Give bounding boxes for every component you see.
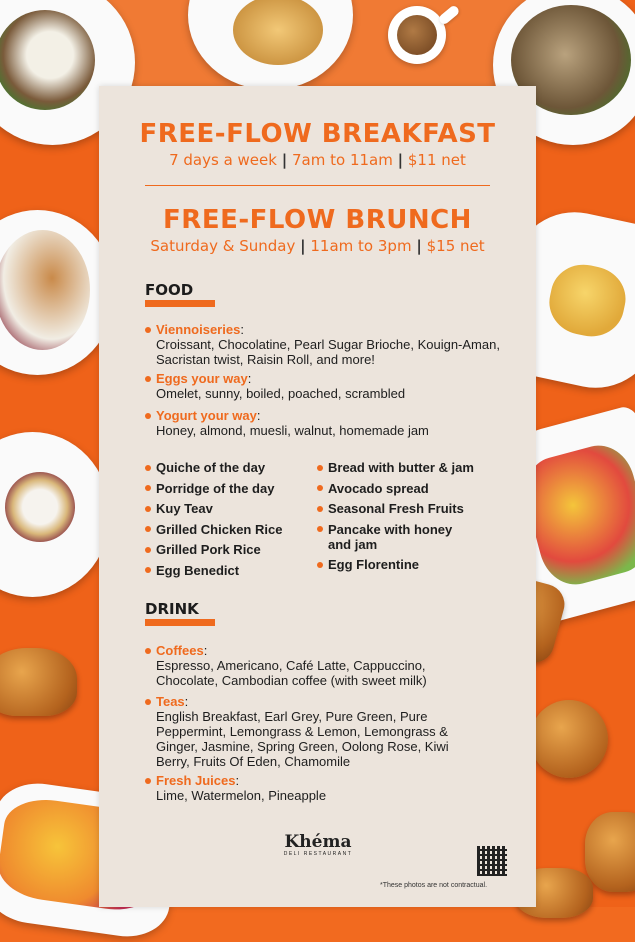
list-item: Grilled Pork Rice (145, 542, 315, 557)
list-item: Porridge of the day (145, 481, 315, 496)
bullet-dot-icon (145, 485, 151, 491)
brunch-days: Saturday & Sunday (150, 237, 296, 255)
bullet-dot-icon (317, 562, 323, 568)
highlight-body: Honey, almond, muesli, walnut, homemade jam (156, 423, 429, 438)
header-divider (145, 185, 490, 186)
drink-section-title: DRINK (145, 600, 199, 618)
list-item: Seasonal Fresh Fruits (317, 501, 477, 516)
highlight-head: Yogurt your way (156, 408, 257, 423)
brunch-title: FREE-FLOW BRUNCH (163, 205, 472, 235)
raisin-roll-photo (530, 700, 608, 778)
list-item: Quiche of the day (145, 460, 315, 475)
list-item: Kuy Teav (145, 501, 315, 516)
bullet-dot-icon (145, 413, 151, 419)
logo-name: Khéma (284, 832, 352, 852)
drink-head: Coffees (156, 643, 204, 658)
breakfast-hours: 7am to 11am (292, 151, 393, 169)
food-section-bar (145, 300, 215, 307)
drink-section-bar (145, 619, 215, 626)
drink-body: Espresso, Americano, Café Latte, Cappuccino, Chocolate, Cambodian coffee (with sweet milk) (156, 658, 427, 688)
drink-body: English Breakfast, Earl Grey, Pure Green, Pure Peppermint, Lemongrass & Lemon, Lemongrass & Ginger, Jasmine, Spring Green, Oolong Rose, Kiwi Berry, Fruits Of Eden, Chamomile (156, 709, 449, 769)
list-item: Egg Benedict (145, 563, 315, 578)
khema-logo (282, 833, 354, 857)
drink-item: Coffees: Espresso, Americano, Café Latte, Cappuccino, Chocolate, Cambodian coffee (with sweet milk) (145, 643, 500, 688)
highlight-body: Omelet, sunny, boiled, poached, scrambled (156, 386, 406, 401)
highlight-head: Viennoiseries (156, 322, 241, 337)
drink-body: Lime, Watermelon, Pineapple (156, 788, 327, 803)
bullet-dot-icon (145, 547, 151, 553)
list-item: Bread with butter & jam (317, 460, 477, 475)
bullet-dot-icon (145, 526, 151, 532)
drink-head: Teas (156, 694, 185, 709)
food-section-title: FOOD (145, 281, 194, 299)
list-item: Grilled Chicken Rice (145, 522, 315, 537)
bullet-dot-icon (145, 778, 151, 784)
list-item: Avocado spread (317, 481, 477, 496)
highlight-head: Eggs your way (156, 371, 248, 386)
food-highlight: Viennoiseries: Croissant, Chocolatine, Pearl Sugar Brioche, Kouign-Aman, Sacristan twist, Raisin Roll, and more! (145, 322, 500, 367)
list-item: Pancake with honey and jam (317, 522, 463, 552)
bullet-dot-icon (317, 526, 323, 532)
separator: | (416, 237, 422, 255)
breakfast-title: FREE-FLOW BREAKFAST (139, 119, 496, 149)
drink-item: Teas: English Breakfast, Earl Grey, Pure Green, Pure Peppermint, Lemongrass & Lemon, Lemongrass & Ginger, Jasmine, Spring Green, Oolong Rose, Kiwi Berry, Fruits Of Eden, Chamomile (145, 694, 500, 769)
brunch-schedule (99, 237, 536, 255)
bullet-dot-icon (145, 376, 151, 382)
bullet-dot-icon (145, 567, 151, 573)
highlight-body: Croissant, Chocolatine, Pearl Sugar Brioche, Kouign-Aman, Sacristan twist, Raisin Roll, and more! (156, 337, 500, 367)
food-list-right (317, 460, 477, 578)
disclaimer: *These photos are not contractual. (380, 882, 488, 889)
separator: | (281, 151, 288, 169)
bullet-dot-icon (145, 648, 151, 654)
food-list-left (145, 460, 315, 583)
bullet-dot-icon (145, 699, 151, 705)
drink-item: Fresh Juices: Lime, Watermelon, Pineapple (145, 773, 500, 803)
food-highlight: Eggs your way: Omelet, sunny, boiled, poached, scrambled (145, 371, 500, 401)
food-highlight: Yogurt your way: Honey, almond, muesli, walnut, homemade jam (145, 408, 500, 438)
separator: | (397, 151, 404, 169)
bullet-dot-icon (317, 506, 323, 512)
croissant-left-photo (0, 648, 77, 716)
drink-head: Fresh Juices (156, 773, 236, 788)
bullet-dot-icon (145, 465, 151, 471)
separator: | (300, 237, 306, 255)
bullet-dot-icon (145, 506, 151, 512)
logo-tagline: DELI RESTAURANT (283, 851, 353, 857)
espresso-cup-top-photo (388, 6, 446, 64)
breakfast-schedule (99, 151, 536, 169)
breakfast-price: $11 net (407, 151, 466, 169)
qr-code-icon[interactable] (477, 846, 507, 876)
list-item: Egg Florentine (317, 557, 477, 572)
brunch-hours: 11am to 3pm (310, 237, 412, 255)
bullet-dot-icon (145, 327, 151, 333)
brunch-price: $15 net (426, 237, 485, 255)
bullet-dot-icon (317, 465, 323, 471)
bullet-dot-icon (317, 485, 323, 491)
breakfast-days: 7 days a week (169, 151, 277, 169)
croissant-right-photo (585, 812, 635, 892)
